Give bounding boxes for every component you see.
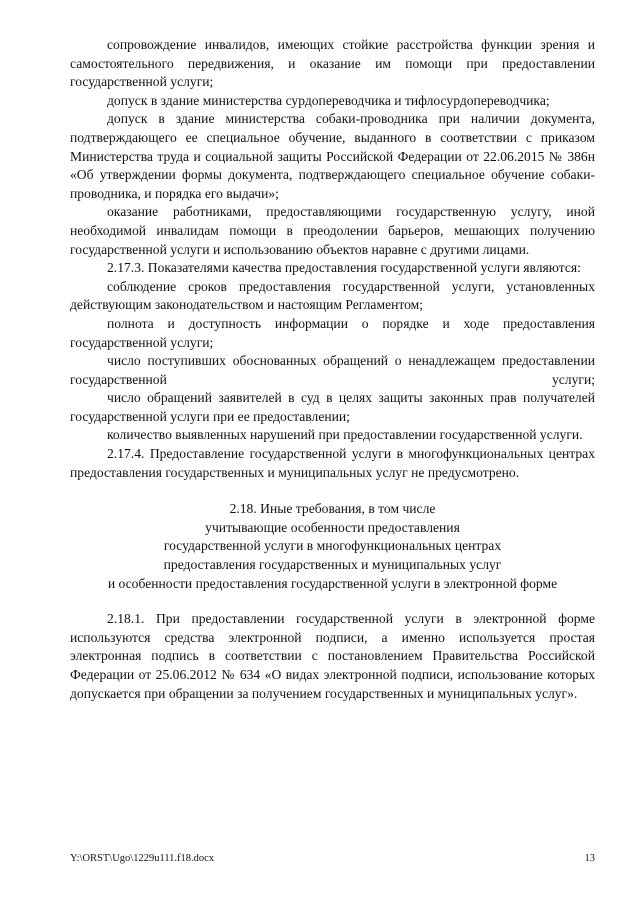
paragraph-information: полнота и доступность информации о порядке и ходе предоставления государственной услуги;: [70, 315, 595, 350]
paragraph-guide-dog: допуск в здание министерства собаки-проводника при наличии документа, подтверждающего ее специальное обучение, выданного в соответствии с приказом Министерства труда и социальной защиты Российской Федерации от 22.06.2015 № 386н «Об утверждении формы документа, подтверждающего специальное обучение собаки-проводника, и порядка его выдачи»;: [70, 111, 595, 201]
document-body: [70, 36, 595, 703]
paragraph-sign-interpreter: допуск в здание министерства сурдопереводчика и тифлосурдопереводчика;: [107, 92, 550, 108]
paragraph-2-17-3: 2.17.3. Показателями качества предоставления государственной услуги являются:: [107, 260, 581, 276]
heading-line: 2.18. Иные требования, в том числе: [229, 501, 436, 517]
paragraph-deadlines: соблюдение сроков предоставления государственной услуги, установленных действующим законодательством и настоящим Регламентом;: [70, 278, 595, 313]
paragraph-court-appeals: число обращений заявителей в суд в целях защиты законных прав получателей государственной услуги при ее предоставлении;: [70, 390, 595, 424]
paragraph-escort: сопровождение инвалидов, имеющих стойкие расстройства функции зрения и самостоятельного передвижения, и оказание им помощи при предоставлении государственной услуги;: [70, 37, 595, 90]
heading-line: государственной услуги в многофункциональных центрах: [163, 538, 502, 554]
section-spacer: [70, 593, 595, 610]
footer-file-path: Y:\ORST\Ugo\1229u111.f18.docx: [70, 853, 215, 864]
section-heading-2-18: [70, 500, 595, 593]
paragraph-2-18-1: 2.18.1. При предоставлении государственной услуги в электронной форме используются средства электронной подписи, а именно используется простая электронная подпись в соответствии с постановлением Правительства Российской Федерации от 25.06.2012 № 634 «О видах электронной подписи, использование которых допускается при обращении за получением государственных и муниципальных услуг».: [70, 611, 595, 701]
heading-line: и особенности предоставления государственной услуги в электронной форме: [107, 575, 558, 591]
heading-line: учитывающие особенности предоставления: [205, 519, 460, 535]
paragraph-complaints: число поступивших обоснованных обращений о ненадлежащем предоставлении государственной услуги;: [70, 353, 595, 387]
paragraph-staff-assistance: оказание работниками, предоставляющими государственную услугу, иной необходимой инвалидам помощи в преодолении барьеров, мешающих получению государственной услуги и использованию объектов наравне с другими лицами.: [70, 204, 595, 257]
footer-page-number: 13: [584, 853, 595, 864]
paragraph-2-17-4: 2.17.4. Предоставление государственной услуги в многофункциональных центрах предоставления государственных и муниципальных услуг не предусмотрено.: [70, 446, 595, 480]
paragraph-violations: количество выявленных нарушений при предоставлении государственной услуги.: [107, 427, 583, 443]
section-spacer: [70, 482, 595, 500]
heading-line: предоставления государственных и муниципальных услуг: [163, 557, 502, 573]
